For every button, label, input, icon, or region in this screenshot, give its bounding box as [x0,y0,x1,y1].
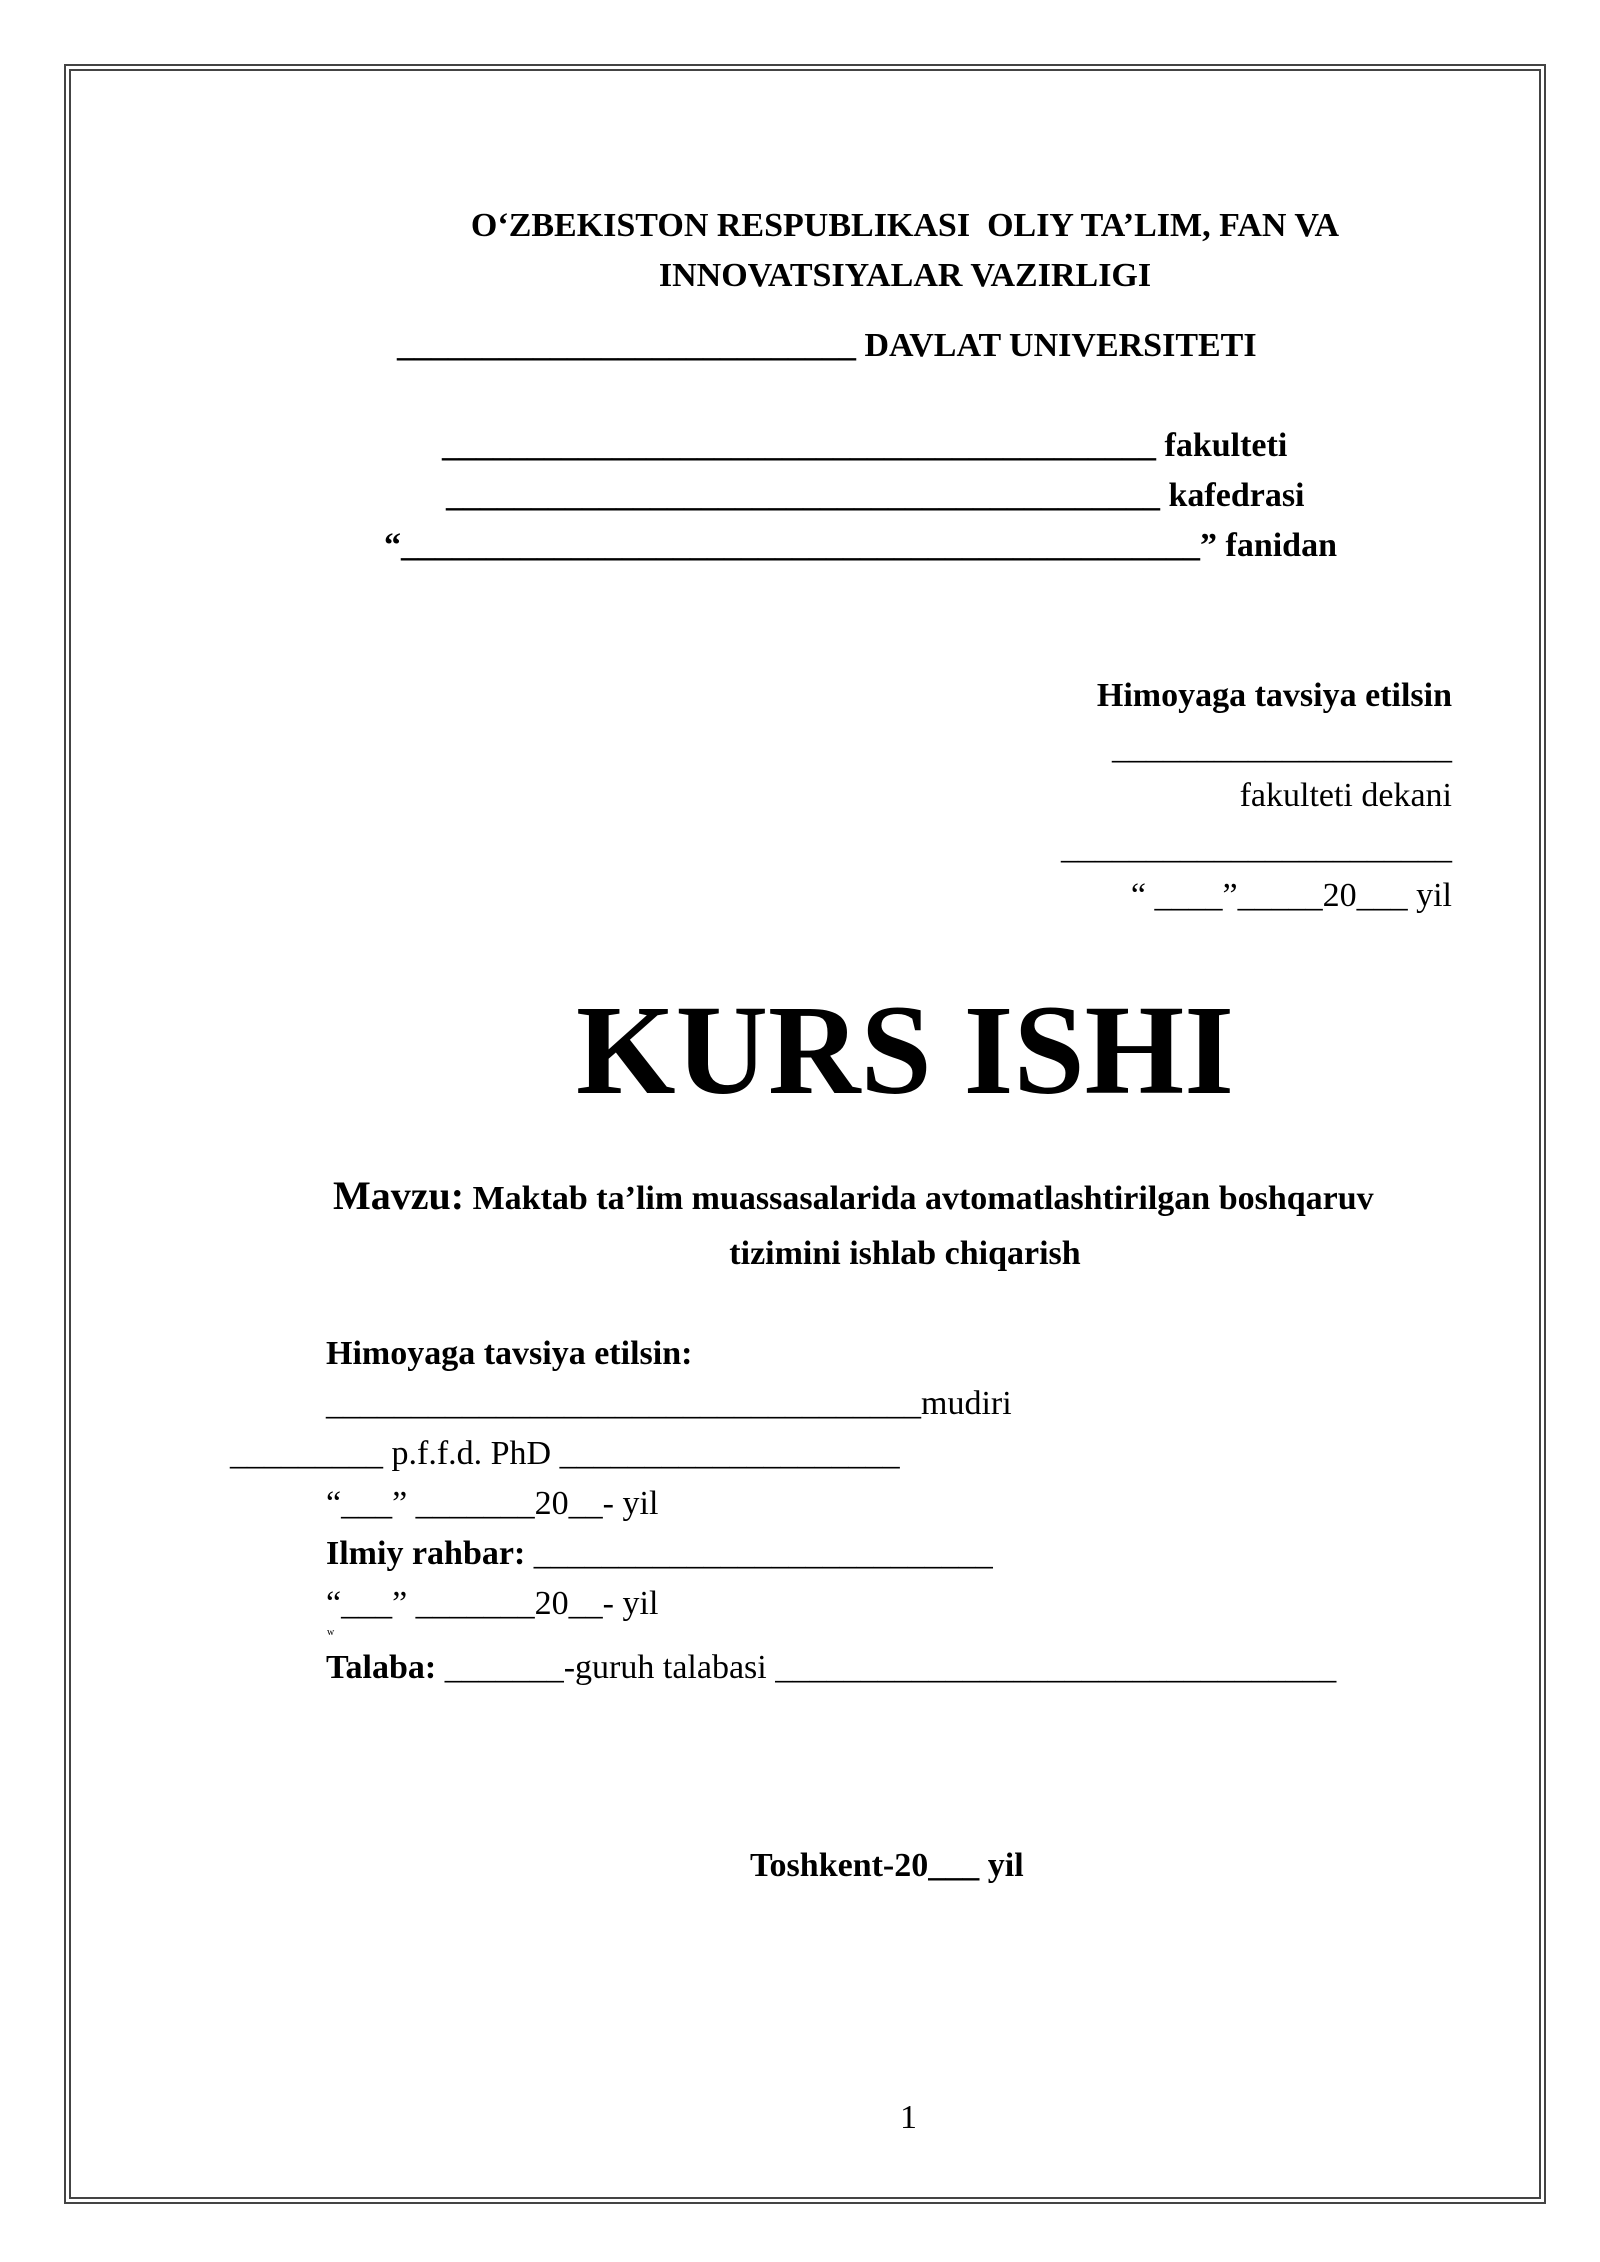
mudiri-line: ___________________________________mudiri [326,1385,1012,1422]
approval-date-1: “___” _______20__- yil [326,1485,659,1522]
city-year: Toshkent-20___ yil [750,1847,1024,1884]
topic-text-1: Maktab ta’lim muassasalarida avtomatlashtirilgan boshqaruv [472,1180,1374,1217]
supervisor-blank: ___________________________ [525,1535,993,1572]
ministry-line-2: INNOVATSIYALAR VAZIRLIGI [658,257,1152,294]
topic-line-1 [333,1173,1374,1219]
tiny-mark: w [327,1627,335,1638]
approval-date-2: “___” _______20__- yil [326,1585,659,1622]
approval-top-heading: Himoyaga tavsiya etilsin [1096,677,1452,714]
topic-line-2: tizimini ishlab chiqarish [729,1235,1081,1272]
approval-top-role: fakulteti dekani [1239,777,1452,814]
document-title: KURS ISHI [576,979,1234,1121]
university-line: ___________________________ DAVLAT UNIVERSITETI [397,327,1257,364]
approval-bottom-heading: Himoyaga tavsiya etilsin: [326,1335,693,1372]
ministry-line-1: O‘ZBEKISTON RESPUBLIKASI OLIY TA’LIM, FAN VA [470,207,1340,244]
student-line [326,1648,1336,1688]
approval-top-date: “ ____”_____20___ yil [1130,877,1452,914]
topic-label: Mavzu: [333,1173,465,1218]
department-line: __________________________________________ kafedrasi [446,477,1305,514]
supervisor-label: Ilmiy rahbar: [326,1535,526,1572]
student-label: Talaba: [326,1649,437,1686]
approval-top-name-line: _______________________ [1061,829,1452,866]
supervisor-line [326,1534,993,1574]
approval-top-sign-line: ____________________ [1112,729,1452,766]
page-number: 1 [900,2099,917,2136]
student-blank: _______-guruh talabasi _________________________________ [436,1649,1337,1686]
phd-line: _________ p.f.f.d. PhD ____________________ [230,1435,900,1472]
subject-line: “_______________________________________________” fanidan [384,527,1337,564]
faculty-line: __________________________________________ fakulteti [442,427,1288,464]
